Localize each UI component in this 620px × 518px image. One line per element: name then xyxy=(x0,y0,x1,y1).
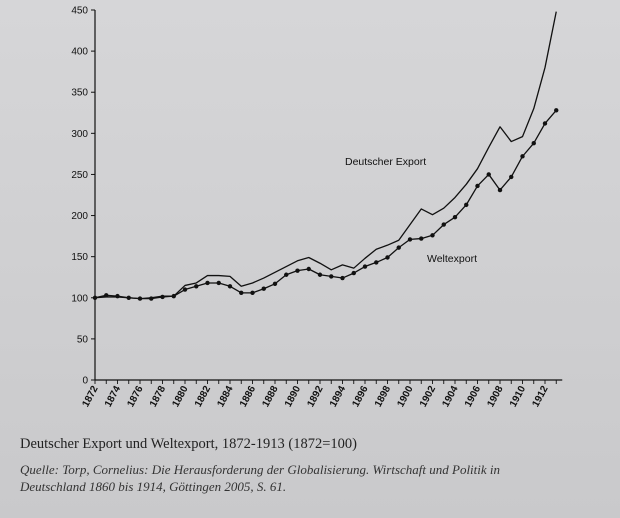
x-tick-label: 1876 xyxy=(125,384,146,410)
x-tick-label: 1874 xyxy=(102,384,124,410)
data-point-weltexport xyxy=(160,295,164,299)
data-point-weltexport xyxy=(464,203,468,207)
series-label-deutscher-export: Deutscher Export xyxy=(345,156,427,168)
y-tick-label: 0 xyxy=(82,375,88,387)
x-tick-label: 1872 xyxy=(80,384,101,410)
data-point-weltexport xyxy=(307,267,311,271)
y-tick-label: 100 xyxy=(71,293,88,305)
data-point-weltexport xyxy=(397,245,401,249)
y-axis xyxy=(71,6,95,387)
y-tick-label: 150 xyxy=(71,252,88,264)
data-point-weltexport xyxy=(430,233,434,237)
x-tick-label: 1878 xyxy=(147,384,169,410)
data-point-weltexport xyxy=(228,284,232,288)
data-point-weltexport xyxy=(318,273,322,277)
x-tick-label: 1892 xyxy=(305,384,326,410)
data-point-weltexport xyxy=(487,172,491,176)
x-tick-label: 1900 xyxy=(395,384,416,410)
data-point-weltexport xyxy=(408,237,412,241)
data-point-weltexport xyxy=(419,236,423,240)
y-tick-label: 300 xyxy=(71,128,88,140)
x-tick-label: 1902 xyxy=(417,384,439,410)
data-point-weltexport xyxy=(239,291,243,295)
data-point-weltexport xyxy=(194,284,198,288)
data-point-weltexport xyxy=(363,264,367,268)
data-point-weltexport xyxy=(104,293,108,297)
source-line-2: Deutschland 1860 bis 1914, Göttingen 2005, S. 61. xyxy=(20,479,287,494)
data-point-weltexport xyxy=(273,282,277,286)
data-point-weltexport xyxy=(250,291,254,295)
x-tick-label: 1880 xyxy=(170,384,191,410)
x-tick-label: 1912 xyxy=(530,384,551,410)
data-point-weltexport xyxy=(149,296,153,300)
data-point-weltexport xyxy=(183,287,187,291)
x-tick-label: 1896 xyxy=(350,384,371,410)
data-point-weltexport xyxy=(543,121,547,125)
data-point-weltexport xyxy=(475,184,479,188)
x-tick-label: 1894 xyxy=(327,384,349,410)
data-point-weltexport xyxy=(532,141,536,145)
data-point-weltexport xyxy=(385,255,389,259)
y-tick-label: 450 xyxy=(71,5,88,17)
x-tick-label: 1904 xyxy=(440,384,461,410)
x-axis xyxy=(80,380,562,409)
x-tick-label: 1906 xyxy=(462,384,484,410)
y-tick-label: 200 xyxy=(71,211,88,223)
data-point-weltexport xyxy=(138,296,142,300)
figure-source xyxy=(20,461,610,495)
figure-caption: Deutscher Export und Weltexport, 1872-1913 (1872=100) xyxy=(20,436,357,452)
data-point-weltexport xyxy=(93,296,97,300)
x-tick-label: 1890 xyxy=(282,384,304,410)
y-tick-label: 400 xyxy=(71,46,88,58)
y-tick-label: 250 xyxy=(71,169,88,181)
data-point-weltexport xyxy=(374,260,378,264)
data-point-weltexport xyxy=(554,108,558,112)
x-tick-label: 1910 xyxy=(507,384,529,410)
x-tick-label: 1908 xyxy=(485,384,506,410)
data-point-weltexport xyxy=(205,281,209,285)
data-point-weltexport xyxy=(352,271,356,275)
data-point-weltexport xyxy=(520,154,524,158)
data-point-weltexport xyxy=(115,294,119,298)
data-point-weltexport xyxy=(284,273,288,277)
series-line-weltexport xyxy=(95,110,556,298)
data-point-weltexport xyxy=(329,274,333,278)
data-point-weltexport xyxy=(295,268,299,272)
x-tick-label: 1888 xyxy=(260,384,281,410)
data-point-weltexport xyxy=(509,175,513,179)
x-tick-label: 1886 xyxy=(237,384,259,410)
y-tick-label: 350 xyxy=(71,87,88,99)
data-point-weltexport xyxy=(127,296,131,300)
x-tick-label: 1898 xyxy=(372,384,394,410)
data-point-weltexport xyxy=(172,294,176,298)
x-tick-label: 1884 xyxy=(215,384,236,410)
series-lines xyxy=(93,12,559,301)
source-line-1: Quelle: Torp, Cornelius: Die Herausforderung der Globalisierung. Wirtschaft und Politik in xyxy=(20,462,501,477)
data-point-weltexport xyxy=(498,188,502,192)
data-point-weltexport xyxy=(340,276,344,280)
x-tick-label: 1882 xyxy=(192,384,214,410)
data-point-weltexport xyxy=(262,287,266,291)
data-point-weltexport xyxy=(217,281,221,285)
series-line-deutscher-export xyxy=(95,12,556,299)
series-label-weltexport: Weltexport xyxy=(427,253,477,265)
y-tick-label: 50 xyxy=(76,334,88,346)
data-point-weltexport xyxy=(453,215,457,219)
data-point-weltexport xyxy=(442,222,446,226)
